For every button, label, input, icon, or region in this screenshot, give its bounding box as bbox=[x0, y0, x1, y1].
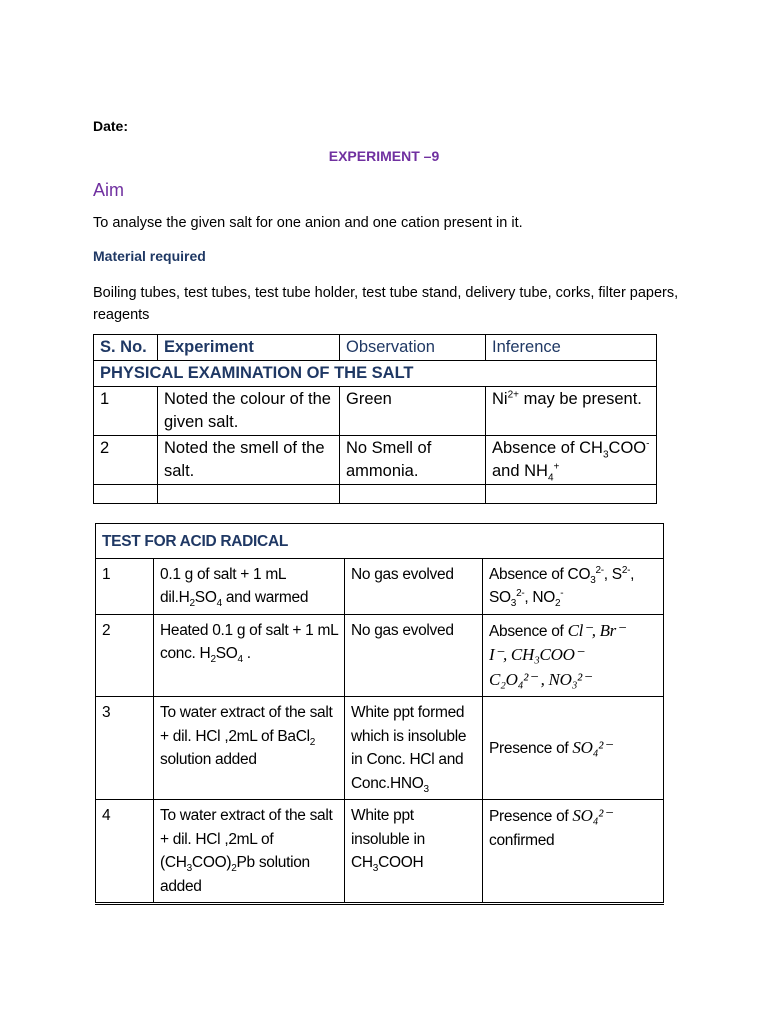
row-sno: 4 bbox=[96, 800, 154, 904]
table-row bbox=[94, 436, 657, 485]
experiment-title: EXPERIMENT –9 bbox=[328, 148, 440, 164]
row-observation: No gas evolved bbox=[345, 558, 483, 614]
col-experiment-header: Experiment bbox=[158, 335, 340, 361]
row-observation: White ppt formed which is insoluble in Conc. HCl and $Conc.HNO_3$ bbox=[345, 697, 483, 800]
table-row bbox=[94, 387, 657, 436]
row-experiment: To water extract of the salt + dil. HCl ,2mL of $(CH_3COO)_2Pb$ solution added bbox=[154, 800, 345, 904]
row-sno: 1 bbox=[96, 558, 154, 614]
row-inference: Absence of $CO_3^{2-}$, $S^{2-}$, $SO_3^{2-}$, $NO_2^-$ bbox=[483, 558, 664, 614]
table-row bbox=[96, 614, 664, 697]
col-sno-header: S. No. bbox=[94, 335, 158, 361]
col-observation-header: Observation bbox=[340, 335, 486, 361]
row-experiment: Noted the smell of the salt. bbox=[158, 436, 340, 485]
table-header-row bbox=[94, 335, 657, 361]
table-row bbox=[96, 697, 664, 800]
row-observation: No gas evolved bbox=[345, 614, 483, 697]
row-experiment: To water extract of the salt + dil. HCl ,2mL of BaCl$_2$ solution added bbox=[154, 697, 345, 800]
physical-examination-table bbox=[93, 334, 657, 504]
section-row bbox=[96, 524, 664, 559]
row-inference: Absence of Cl⁻, Br⁻ I⁻, CH₃COO⁻ C₂O₄²⁻ , NO₃²⁻ bbox=[483, 614, 664, 697]
row-experiment: Noted the colour of the given salt. bbox=[158, 387, 340, 436]
col-inference-header: Inference bbox=[486, 335, 657, 361]
row-experiment: Heated 0.1 g of salt + 1 mL conc. $H_2SO_4$ . bbox=[154, 614, 345, 697]
spacer-row bbox=[94, 485, 657, 504]
row-sno: 2 bbox=[96, 614, 154, 697]
row-inference: $Ni^{2+}$ may be present. bbox=[486, 387, 657, 436]
acid-radical-table bbox=[95, 523, 664, 905]
row-inference: Absence of $CH_3COO^-$ and $NH_4^+$ bbox=[486, 436, 657, 485]
table-row bbox=[96, 800, 664, 904]
row-observation: White ppt insoluble in $CH_3COOH$ bbox=[345, 800, 483, 904]
table-row bbox=[96, 558, 664, 614]
row-experiment: 0.1 g of salt + 1 mL $dil.H_2SO_4$ and warmed bbox=[154, 558, 345, 614]
date-label: Date: bbox=[93, 118, 129, 134]
material-text: Boiling tubes, test tubes, test tube holder, test tube stand, delivery tube, corks, filter papers, reagents bbox=[93, 285, 679, 323]
aim-text: To analyse the given salt for one anion and one cation present in it. bbox=[93, 215, 523, 231]
row-observation: Green bbox=[340, 387, 486, 436]
section-row bbox=[94, 361, 657, 387]
row-sno: 2 bbox=[94, 436, 158, 485]
section-title: PHYSICAL EXAMINATION OF THE SALT bbox=[94, 361, 657, 387]
material-heading: Material required bbox=[93, 248, 206, 264]
row-observation: No Smell of ammonia. bbox=[340, 436, 486, 485]
aim-heading: Aim bbox=[93, 180, 124, 200]
section-title: TEST FOR ACID RADICAL bbox=[96, 524, 664, 559]
row-inference: Presence of SO₄²⁻ bbox=[483, 697, 664, 800]
row-inference: Presence of SO₄²⁻ confirmed bbox=[483, 800, 664, 904]
row-sno: 3 bbox=[96, 697, 154, 800]
row-sno: 1 bbox=[94, 387, 158, 436]
